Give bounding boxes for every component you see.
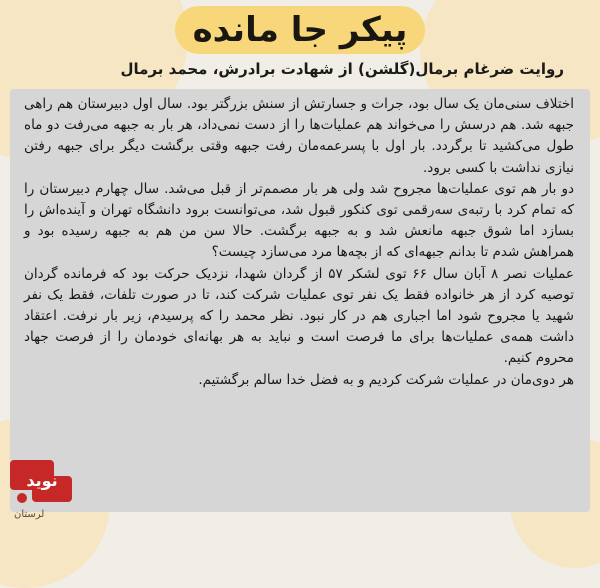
paragraph: هر دوی‌مان در عملیات شرکت کردیم و به فضل خدا سالم برگشتیم. bbox=[198, 371, 574, 388]
paragraph: دو بار هم توی عملیات‌ها مجروح شد ولی هر بار مصمم‌تر از قبل می‌شد. سال چهارم دبیرستان را که تمام کرد با رتبه‌ی سه‌رقمی توی کنکور قبول شد، می‌توانست برود دانشگاه تهران و آینده‌اش را بسازد اما شوق جبهه مانعش شد و به جبهه برگشت. حالا سن من هم به جبهه رسیده بود و همراهش شدم تا بدانم جبهه‌ای که از بچه‌ها مرد می‌سازد چیست؟ bbox=[24, 180, 574, 261]
story-text bbox=[24, 94, 574, 391]
logo-mark: نوید bbox=[26, 471, 58, 490]
title-area bbox=[0, 4, 600, 54]
logo-caption: لرستان bbox=[14, 509, 45, 520]
subtitle: روایت ضرغام برمال(گلشن) از شهادت برادرش، محمد برمال bbox=[120, 60, 564, 78]
title-highlight bbox=[175, 6, 426, 54]
paragraph: اختلاف سنی‌مان یک سال بود، جرات و جسارتش از سنش بزرگتر بود. سال اول دبیرستان هم راهی جبهه شد. هم درسش را می‌خواند هم عملیات‌ها را از دست نمی‌داد، هر بار به جبهه می‌رفت دو ماه طول می‌کشید تا برگردد. بار اول با پسرعمه‌مان رفت جبهه وقتی برگشت دیگر برای جبهه رفتن نیازی نداشت با کسی برود. bbox=[24, 96, 574, 176]
paragraph: عملیات نصر ۸ آبان سال ۶۶ توی لشکر ۵۷ از گردان شهدا، نزدیک حرکت بود که فرمانده گردان توصیه کرد از هر خانواده فقط یک نفر توی عملیات شرکت کند، تا در صورت تلفات، فقط یک نفر شهید یا مجروح شود اما اجباری هم در کار نبود. نظر محمد را که پرسیدم، زیر بار نرفت. اعتقاد داشت همه‌ی عملیات‌ها برای ما فرصت است و نباید به هر بهانه‌ای خودمان را از فرصت جهاد محروم کنیم. bbox=[24, 265, 574, 367]
page-title: پیکر جا مانده bbox=[192, 10, 408, 50]
logo-dot bbox=[17, 493, 27, 503]
